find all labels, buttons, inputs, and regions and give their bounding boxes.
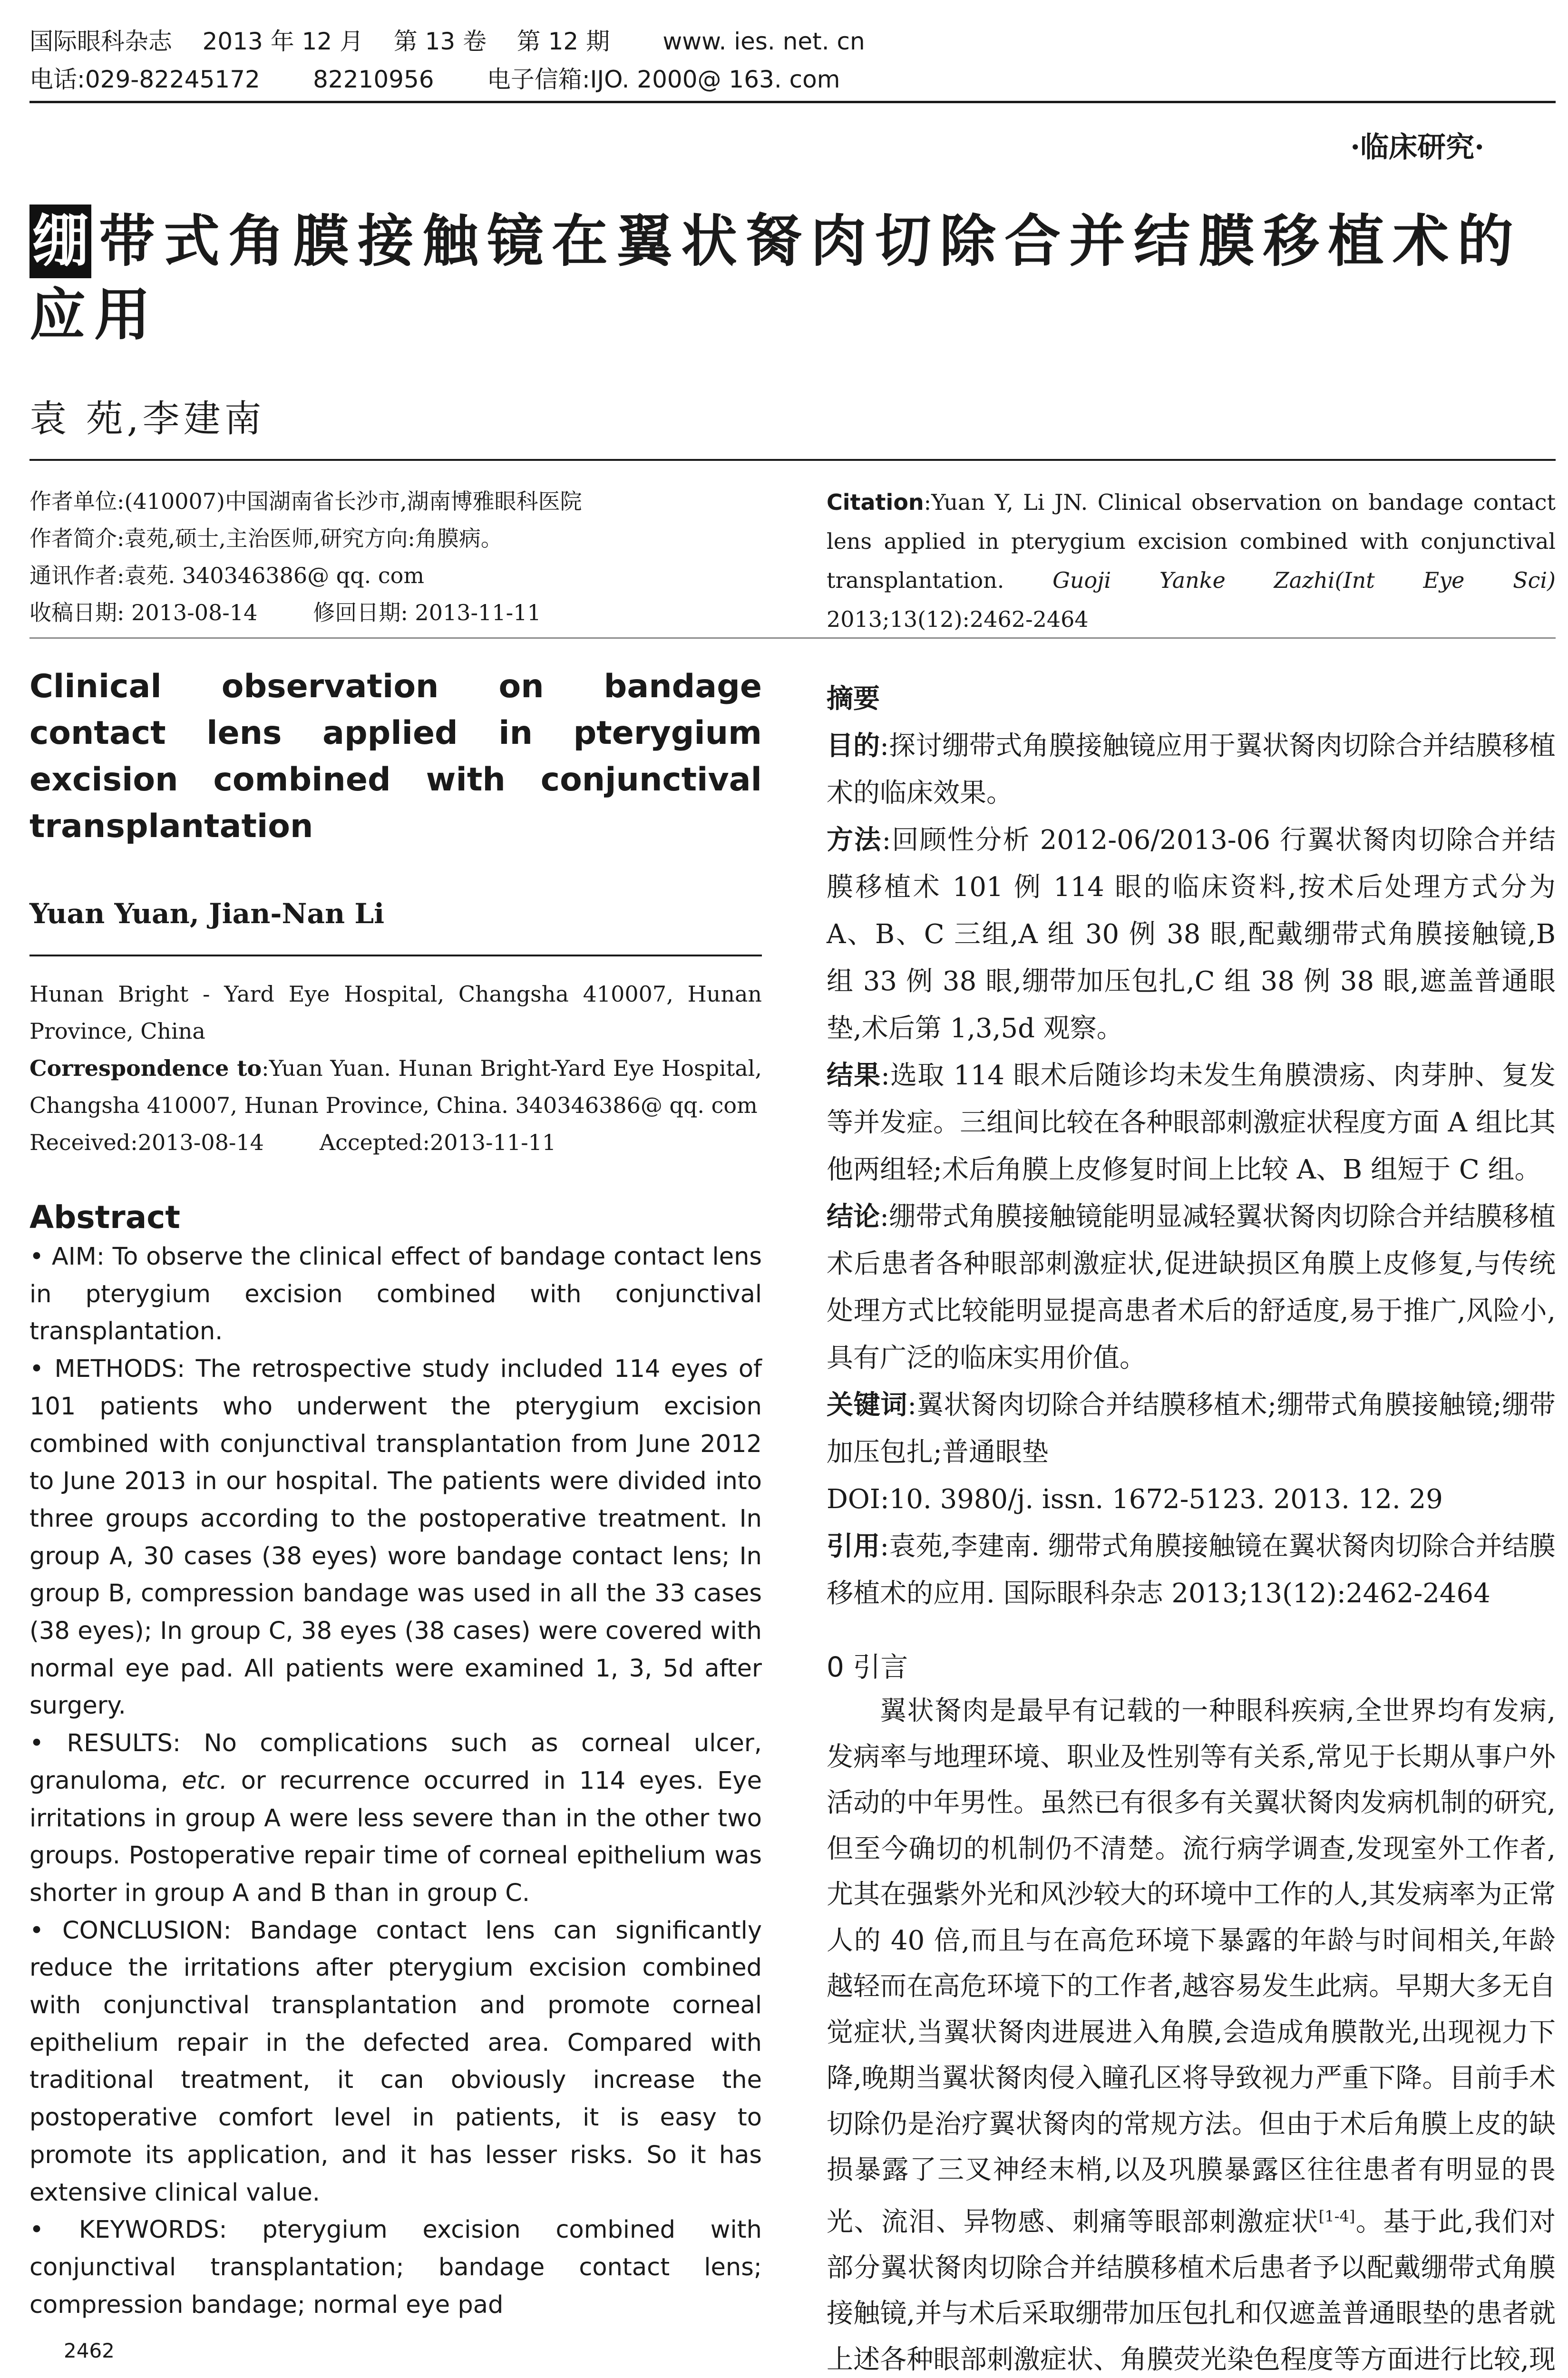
abstract-cn-conclusion [827, 1193, 1556, 1382]
english-title: Clinical observation on bandage contact lens applied in pterygium excision combined with conjunctival transplantation [29, 668, 762, 845]
methods-cn-label: 方法 [827, 825, 882, 856]
keywords-text: : pterygium excision combined with conjunctival transplantation; bandage contact lens; compression bandage; normal eye pad [29, 2216, 762, 2319]
abstract-cn-results [827, 1052, 1556, 1193]
results-text: : No complications such as corneal ulcer, granuloma, [29, 1729, 762, 1795]
abstract-keywords [29, 2212, 762, 2324]
authors-rule [29, 459, 1556, 461]
citation-en [827, 483, 1556, 639]
citation-cn-label: 引用 [827, 1531, 880, 1562]
methods-label: • METHODS [29, 1355, 177, 1384]
abstract-heading: Abstract [29, 1199, 180, 1236]
title-text: 带式角膜接触镜在翼状胬肉切除合并结膜移植术的应用 [29, 208, 1522, 348]
affiliation-rule [29, 637, 1556, 639]
intro-heading: 0 引言 [827, 1651, 908, 1683]
english-hospital: Hunan Bright - Yard Eye Hospital, Changsha 410007, Hunan Province, China [29, 981, 762, 1044]
affiliation-cn [29, 483, 767, 631]
conclusion-cn-text: :绷带式角膜接触镜能明显减轻翼状胬肉切除合并结膜移植术后患者各种眼部刺激症状,促进缺损区角膜上皮修复,与传统处理方式比较能明显提高患者术后的舒适度,易于推广,风险小,具有广泛的临床实用价值。 [827, 1201, 1556, 1374]
keywords-label: • KEYWORDS [29, 2216, 219, 2244]
header-rule [29, 101, 1556, 103]
abstract-conclusion [29, 1912, 762, 2212]
english-authors: Yuan Yuan, Jian-Nan Li [29, 897, 385, 930]
aim-label: • AIM [29, 1243, 97, 1271]
journal-header-line2: 电话:029-82245172 82210956 电子信箱:IJO. 2000@ 163. com [29, 66, 840, 93]
aim-text: : To observe the clinical effect of bandage contact lens in pterygium excision combined with conjunctival transplantation. [29, 1243, 762, 1346]
correspondence-label: Correspondence to [29, 1055, 262, 1081]
doi: DOI:10. 3980/j. issn. 1672-5123. 2013. 12. 29 [827, 1484, 1443, 1515]
right-column [827, 675, 1556, 2378]
conclusion-cn-label: 结论 [827, 1201, 880, 1232]
abstract-aim [29, 1238, 762, 1351]
section-tag: ·临床研究· [1350, 131, 1484, 164]
aim-cn-text: :探讨绷带式角膜接触镜应用于翼状胬肉切除合并结膜移植术的临床效果。 [827, 731, 1556, 809]
article-title [29, 205, 1556, 352]
english-authors-rule [29, 955, 762, 956]
results-label: • RESULTS [29, 1729, 173, 1758]
citation-en-tail: 2013;13(12):2462-2464 [827, 606, 1089, 632]
chinese-abstract [827, 675, 1556, 1617]
english-affiliation [29, 975, 762, 1161]
correspondence-text: :Yuan Yuan. Hunan Bright-Yard Eye Hospital, Changsha 410007, Hunan Province, China. 340346386@ qq. com [29, 1055, 762, 1118]
intro-reference: [1-4] [1318, 2207, 1355, 2225]
abstract-cn-methods [827, 817, 1556, 1052]
received-accepted: Received:2013-08-14 Accepted:2013-11-11 [29, 1130, 556, 1155]
results-cn-text: :选取 114 眼术后随诊均未发生角膜溃疡、肉芽肿、复发等并发症。三组间比较在各种眼部刺激症状程度方面 A 组比其他两组轻;术后角膜上皮修复时间上比较 A、B 组短于 C 组。 [827, 1060, 1556, 1185]
abstract-results [29, 1725, 762, 1912]
affiliation-cn-line: 作者单位:(410007)中国湖南省长沙市,湖南博雅眼科医院 [29, 488, 582, 514]
keywords-cn-text: :翼状胬肉切除合并结膜移植术;绷带式角膜接触镜;绷带加压包扎;普通眼垫 [827, 1390, 1556, 1468]
journal-header-line1: 国际眼科杂志 2013 年 12 月 第 13 卷 第 12 期 www. ies. net. cn [29, 28, 865, 55]
abstract-methods [29, 1351, 762, 1725]
english-abstract [29, 1238, 762, 2324]
affiliation-cn-line: 通讯作者:袁苑. 340346386@ qq. com [29, 563, 424, 588]
intro-paragraph [827, 1688, 1556, 2378]
citation-cn [827, 1523, 1556, 1617]
methods-cn-text: :回顾性分析 2012-06/2013-06 行翼状胬肉切除合并结膜移植术 101 例 114 眼的临床资料,按术后处理方式分为 A、B、C 三组,A 组 30 例 38 眼,配戴绷带式角膜接触镜,B 组 33 例 38 眼,绷带加压包扎,C 组 38 例 38 眼,遮盖普通眼垫,术后第 1,3,5d 观察。 [827, 825, 1556, 1044]
citation-cn-text: :袁苑,李建南. 绷带式角膜接触镜在翼状胬肉切除合并结膜移植术的应用. 国际眼科杂志 2013;13(12):2462-2464 [827, 1531, 1556, 1609]
intro-text-continued: 。基于此,我们对部分翼状胬肉切除合并结膜移植术后患者予以配戴绷带式角膜接触镜,并与术后采取绷带加压包扎和仅遮盖普通眼垫的患者就上述各种眼部刺激症状、角膜荧光染色程度等方面进行比较,现 [827, 2206, 1556, 2375]
affiliation-cn-line: 作者简介:袁苑,硕士,主治医师,研究方向:角膜病。 [29, 526, 503, 551]
left-column [29, 663, 762, 2324]
abstract-cn-heading: 摘要 [827, 683, 880, 714]
aim-cn-label: 目的 [827, 731, 880, 761]
citation-en-label: Citation [827, 489, 924, 515]
citation-en-journal: Guoji Yanke Zazhi(Int Eye Sci) [1052, 567, 1556, 593]
abstract-cn-aim [827, 722, 1556, 817]
citation-en-text: :Yuan Y, Li JN. Clinical observation on bandage contact lens applied in pterygium excision combined with conjunctival transplantation. [827, 489, 1556, 593]
results-cn-label: 结果 [827, 1060, 881, 1091]
page-number: 2462 [64, 2339, 115, 2362]
conclusion-text: : Bandage contact lens can significantly reduce the irritations after pterygium excision combined with conjunctival transplantation and promote corneal epithelium repair in the defected area. Compared with traditional treatment, it can obviously increase the postoperative comfort level in patients, it is easy to promote its application, and it has lesser risks. So it has extensive clinical value. [29, 1916, 762, 2207]
methods-text: : The retrospective study included 114 eyes of 101 patients who underwent the pterygium excision combined with conjunctival transplantation from June 2012 to June 2013 in our hospital. The patients were divided into three groups according to the postoperative treatment. In group A, 30 cases (38 eyes) wore bandage contact lens; In group B, compression bandage was used in all the 33 cases (38 eyes); In group C, 38 eyes (38 cases) were covered with normal eye pad. All patients were examined 1, 3, 5d after surgery. [29, 1355, 762, 1720]
affiliation-cn-line: 收稿日期: 2013-08-14 修回日期: 2013-11-11 [29, 600, 541, 625]
keywords-cn-label: 关键词 [827, 1390, 908, 1421]
abstract-cn-keywords [827, 1382, 1556, 1476]
conclusion-label: • CONCLUSION [29, 1916, 224, 1945]
intro-text: 翼状胬肉是最早有记载的一种眼科疾病,全世界均有发病,发病率与地理环境、职业及性别等有关系,常见于长期从事户外活动的中年男性。虽然已有很多有关翼状胬肉发病机制的研究,但至今确切的机制仍不清楚。流行病学调查,发现室外工作者,尤其在强紫外光和风沙较大的环境中工作的人,其发病率为正常人的 40 倍,而且与在高危环境下暴露的年龄与时间相关,年龄越轻而在高危环境下的工作者,越容易发生此病。早期大多无自觉症状,当翼状胬肉进展进入角膜,会造成角膜散光,出现视力下降,晚期当翼状胬肉侵入瞳孔区将导致视力严重下降。目前手术切除仍是治疗翼状胬肉的常规方法。但由于术后角膜上皮的缺损暴露了三叉神经末梢,以及巩膜暴露区往往患者有明显的畏光、流泪、异物感、刺痛等眼部刺激症状 [827, 1696, 1556, 2238]
authors-cn: 袁 苑,李建南 [29, 398, 265, 440]
correspondence [29, 1050, 762, 1124]
results-etc: etc. [182, 1766, 228, 1795]
title-first-char: 绷 [29, 205, 91, 278]
results-text-continued: or recurrence occurred in 114 eyes. Eye irritations in group A were less severe than in the other two groups. Postoperative repair time of corneal epithelium was shorter in group A and B than in group C. [29, 1766, 762, 1907]
